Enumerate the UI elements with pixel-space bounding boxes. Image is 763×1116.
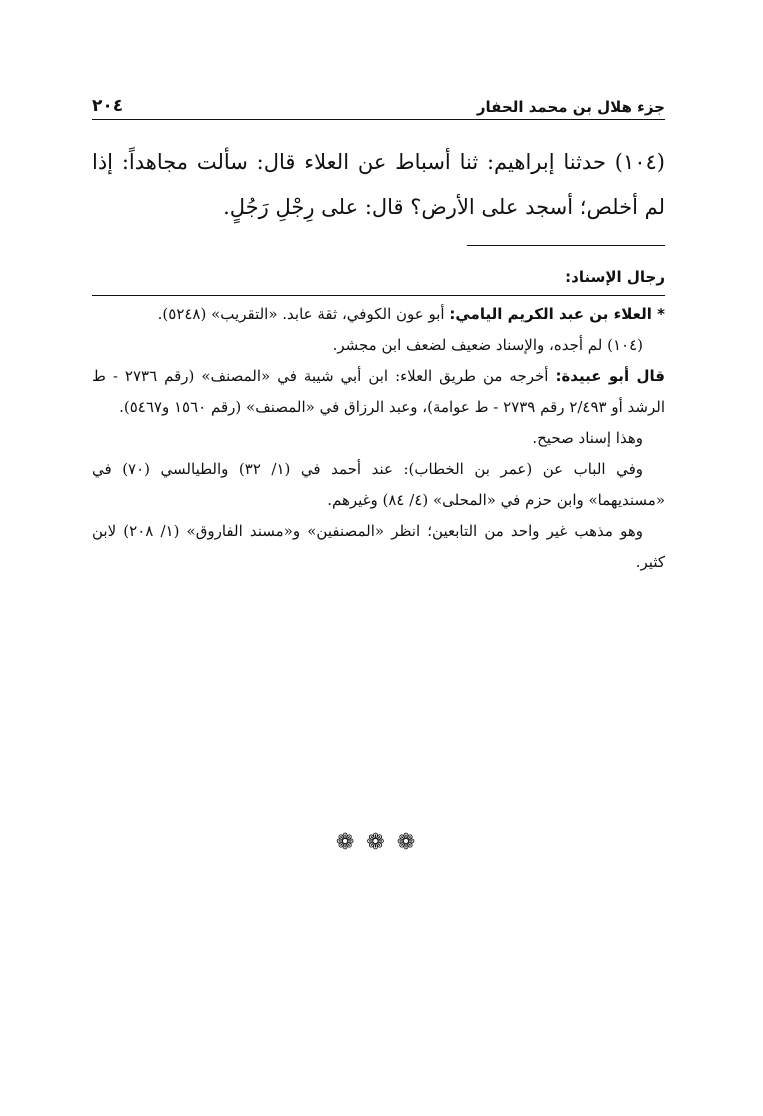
abu-ubaida-text: أخرجه من طريق العلاء: ابن أبي شيبة في «المصنف» (رقم ٢٧٣٦ - ط الرشد أو ٢/٤٩٣ رقم ٢٧٣٩ - ط عوامة)، وعبد الرزاق في «المصنف» (رقم ١٥٦٠ و٥٤٦٧). (92, 367, 665, 416)
footnote-separator (467, 245, 665, 246)
sahih-note: وهذا إسناد صحيح. (532, 429, 643, 447)
abu-ubaida-label: قال أبو عبيدة: (555, 367, 665, 385)
narrator-note (92, 299, 665, 330)
ornament-flowers: ❁❁❁ (335, 830, 428, 855)
hadith-paragraph: (١٠٤) حدثنا إبراهيم: ثنا أسباط عن العلاء قال: سألت مجاهداً: إذا لم أخلص؛ أسجد على الأرض؟ قال: على رِجْلِ رَجُلٍ. (92, 150, 665, 219)
heading-rule (92, 295, 665, 296)
footnote-104: (١٠٤) لم أجده، والإسناد ضعيف لضعف ابن مجشر. (332, 336, 643, 354)
madhhab-note: وهو مذهب غير واحد من التابعين؛ انظر «المصنفين» و«مسند الفاروق» (١/ ٢٠٨) لابن كثير. (92, 522, 665, 571)
narrator-name: * العلاء بن عبد الكريم اليامي: (449, 305, 665, 323)
narrator-description: أبو عون الكوفي، ثقة عابد. «التقريب» (٥٢٤٨). (157, 305, 450, 323)
hadith-text (92, 140, 665, 230)
fil-bab-note: وفي الباب عن (عمر بن الخطاب): عند أحمد في (١/ ٣٢) والطيالسي (٧٠) في «مسنديهما» وابن حزم في «المحلى» (٤/ ٨٤) وغيرهم. (92, 460, 665, 509)
abu-ubaida-note (92, 361, 665, 423)
notes-section (92, 262, 665, 578)
page-number: ٢٠٤ (92, 96, 124, 116)
running-header (92, 86, 665, 116)
section-heading: رجال الإسناد: (565, 268, 665, 286)
header-rule (92, 119, 665, 120)
running-title: جزء هلال بن محمد الحفار (476, 98, 665, 116)
